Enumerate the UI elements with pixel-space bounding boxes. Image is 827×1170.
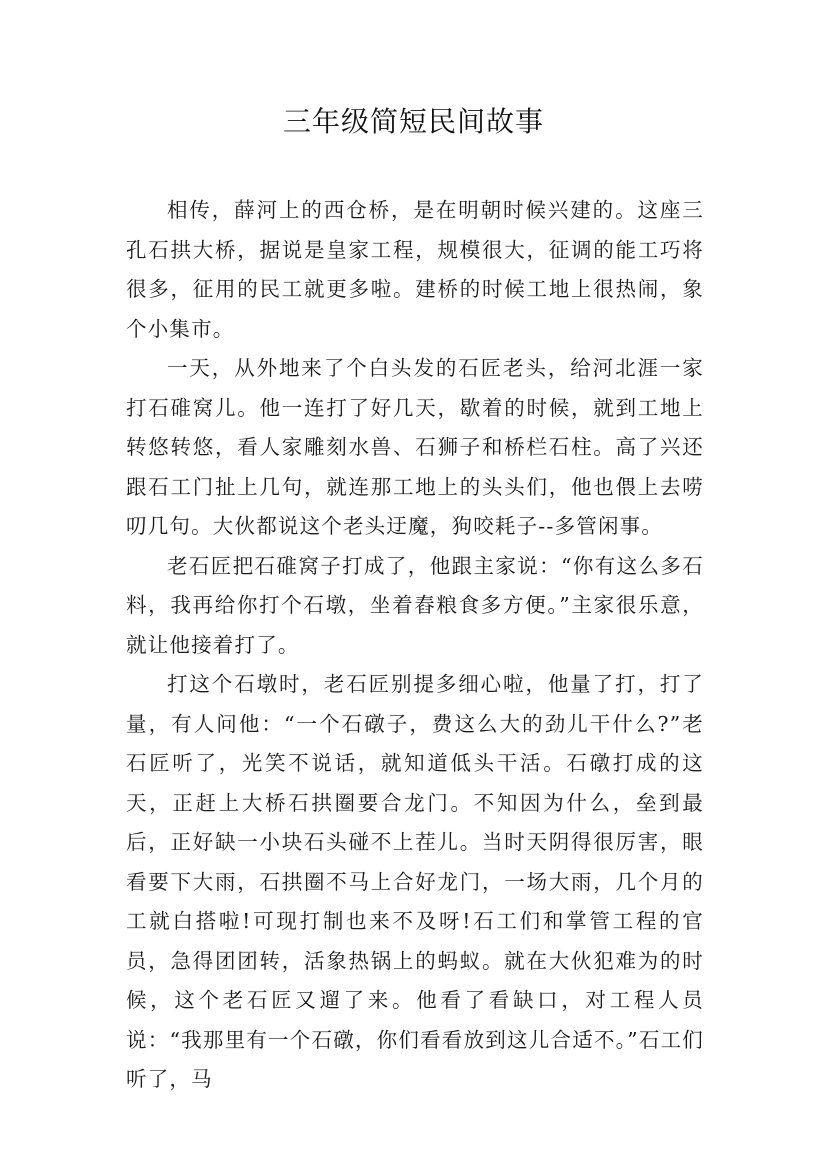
document-title: 三年级简短民间故事 — [282, 105, 544, 138]
paragraph-3: 老石匠把石碓窝子打成了，他跟主家说：“你有这么多石料，我再给你打个石墩，坐着舂粮食多方便。”主家很乐意，就让他接着打了。 — [126, 553, 704, 657]
paragraph-1: 相传，薛河上的西仓桥，是在明朝时候兴建的。这座三孔石拱大桥，据说是皇家工程，规模很大，征调的能工巧将很多，征用的民工就更多啦。建桥的时候工地上很热闹，象个小集市。 — [126, 198, 704, 341]
document-body — [126, 191, 704, 1100]
paragraph-4: 打这个石墩时，老石匠别提多细心啦，他量了打，打了量，有人问他：“一个石礅子，费这么大的劲儿干什么?”老石匠听了，光笑不说话，就知道低头干活。石礅打成的这天，正赶上大桥石拱圈要合龙门。不知因为什么，垒到最后，正好缺一小块石头碰不上茬儿。当时天阴得很厉害，眼看要下大雨，石拱圈不马上合好龙门，一场大雨，几个月的工就白搭啦!可现打制也来不及呀!石工们和掌管工程的官员，急得团团转，活象热锅上的蚂蚁。就在大伙犯难为的时候，这个老石匠又遛了来。他看了看缺口，对工程人员说：“我那里有一个石礅，你们看看放到这儿合适不。”石工们听了，马 — [126, 672, 704, 1091]
paragraph-2: 一天，从外地来了个白头发的石匠老头，给河北涯一家打石碓窝儿。他一连打了好几天，歇着的时候，就到工地上转悠转悠，看人家雕刻水兽、石狮子和桥栏石柱。高了兴还跟石工门扯上几句，就连那工地上的头头们，他也偎上去唠叨几句。大伙都说这个老头迂魔，狗咬耗子--多管闲事。 — [126, 356, 704, 538]
